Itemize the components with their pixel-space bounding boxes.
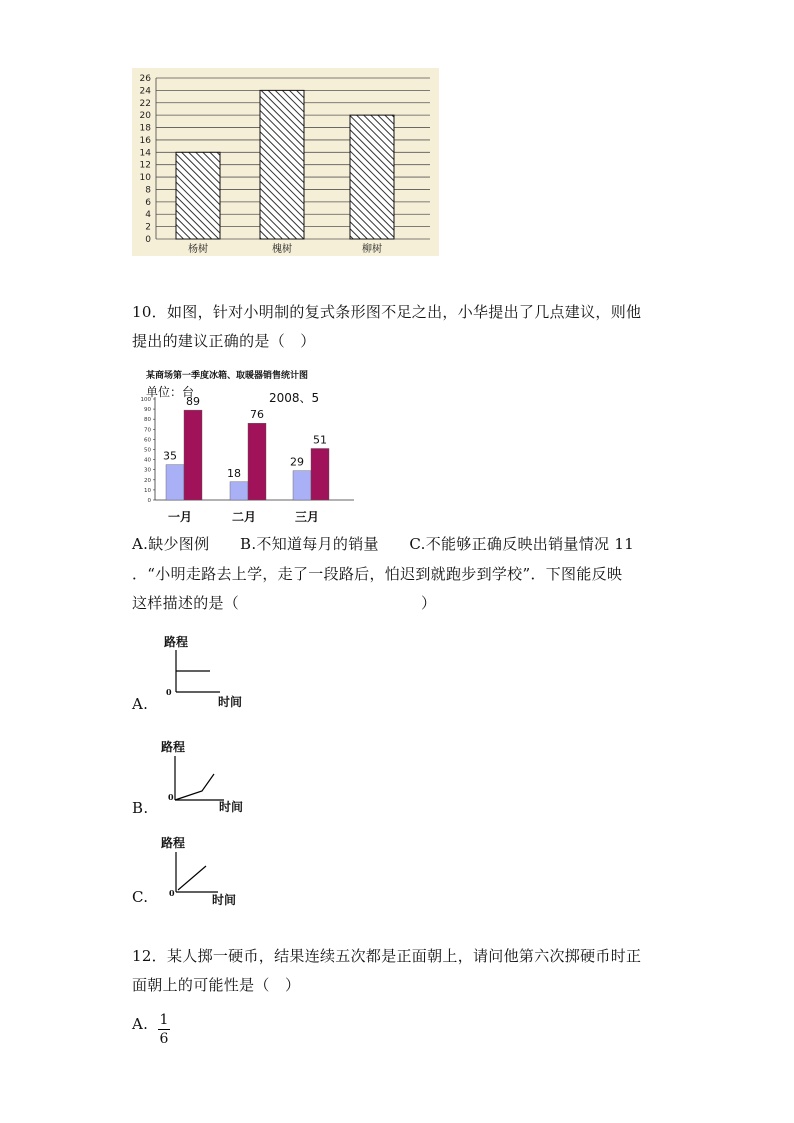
chart-date-label: 2008、5 — [269, 391, 320, 405]
bar-取暖器-一月 — [184, 410, 202, 500]
q12-line1: 12．某人掷一硬币，结果连续五次都是正面朝上，请问他第六次掷硬币时正 — [132, 947, 642, 965]
fraction — [158, 1012, 170, 1047]
q10-line1: 10．如图，针对小明制的复式条形图不足之出，小华提出了几点建议，则他 — [132, 303, 642, 321]
data-label: 18 — [227, 466, 241, 480]
bar-取暖器-二月 — [248, 423, 266, 500]
origin-label: 0 — [169, 888, 175, 898]
q11-line1: ．“小明走路去上学，走了一段路后，怕迟到就跑步到学校”．下图能反映 — [132, 565, 623, 583]
sales-chart — [132, 366, 368, 526]
chart-unit-label: 单位：台 — [146, 385, 195, 399]
y-tick-label: 26 — [139, 74, 151, 84]
q11-option-c-label: C. — [132, 888, 149, 906]
y-tick-label: 0 — [147, 498, 151, 504]
x-tick-label: 槐树 — [272, 244, 292, 255]
q11-option-c-graph — [160, 828, 260, 908]
data-label: 89 — [186, 395, 200, 409]
y-tick-label: 90 — [144, 407, 151, 414]
x-axis-label: 时间 — [219, 800, 244, 814]
bar-冰箱-三月 — [293, 471, 311, 500]
q11-option-b-label: B. — [132, 799, 149, 817]
x-tick-label: 一月 — [167, 510, 193, 524]
y-tick-label: 18 — [139, 123, 151, 134]
y-tick-label: 14 — [139, 148, 151, 159]
y-tick-label: 20 — [144, 477, 151, 484]
q12-line2: 面朝上的可能性是（ ） — [132, 976, 301, 994]
y-axis-label: 路程 — [161, 836, 186, 850]
data-label: 29 — [290, 455, 304, 469]
origin-label: 0 — [168, 792, 174, 802]
y-tick-label: 0 — [145, 235, 151, 245]
q12-option-a-label: A. — [132, 1015, 149, 1033]
bar-冰箱-一月 — [166, 465, 184, 500]
q11-line2-suffix: ） — [421, 594, 437, 612]
y-tick-label: 12 — [139, 160, 151, 171]
y-tick-label: 60 — [144, 437, 151, 444]
y-tick-label: 16 — [139, 135, 151, 146]
fraction-denominator: 6 — [159, 1031, 169, 1047]
distance-line — [178, 866, 206, 890]
y-tick-label: 100 — [140, 397, 151, 403]
x-tick-label: 三月 — [294, 510, 320, 524]
bar-冰箱-二月 — [230, 482, 248, 500]
data-label: 76 — [250, 408, 264, 422]
bar-取暖器-三月 — [311, 448, 329, 500]
x-tick-label: 杨树 — [188, 244, 208, 255]
bar-槐树 — [260, 90, 304, 239]
y-tick-label: 40 — [144, 457, 151, 464]
origin-label: 0 — [166, 687, 172, 697]
x-axis-label: 时间 — [212, 893, 237, 907]
x-tick-label: 二月 — [231, 510, 257, 524]
tree-bar-chart — [132, 68, 439, 256]
y-tick-label: 2 — [145, 222, 151, 233]
y-axis-label: 路程 — [161, 740, 186, 754]
y-tick-label: 70 — [144, 427, 151, 434]
q10-options: A.缺少图例 B.不知道每月的销量 C.不能够正确反映出销量情况 11 — [132, 535, 635, 553]
fraction-numerator: 1 — [159, 1012, 169, 1028]
y-tick-label: 22 — [139, 98, 151, 109]
bar-杨树 — [176, 152, 220, 239]
y-tick-label: 6 — [145, 197, 151, 208]
q11-line2-prefix: 这样描述的是（ — [132, 594, 240, 612]
fraction-bar — [158, 1029, 170, 1030]
y-tick-label: 80 — [144, 417, 151, 424]
y-tick-label: 30 — [144, 467, 151, 474]
q11-option-b-graph — [160, 736, 260, 816]
x-axis-label: 时间 — [218, 695, 243, 709]
q11-option-a-graph — [160, 632, 260, 712]
q10-line2: 提出的建议正确的是（ ） — [132, 332, 316, 350]
bar-柳树 — [350, 115, 394, 239]
q11-option-a-label: A. — [132, 695, 149, 713]
distance-line — [175, 774, 214, 800]
data-label: 51 — [313, 433, 327, 447]
y-tick-label: 10 — [139, 173, 151, 184]
y-axis-label: 路程 — [164, 635, 189, 649]
chart-title: 某商场第一季度冰箱、取暖器销售统计图 — [146, 371, 309, 381]
y-tick-label: 10 — [144, 487, 151, 494]
data-label: 35 — [163, 449, 177, 463]
y-tick-label: 20 — [139, 111, 151, 122]
y-tick-label: 4 — [145, 210, 151, 221]
x-tick-label: 柳树 — [362, 244, 382, 255]
y-tick-label: 50 — [144, 447, 151, 454]
y-tick-label: 24 — [139, 86, 151, 97]
y-tick-label: 8 — [145, 185, 151, 196]
